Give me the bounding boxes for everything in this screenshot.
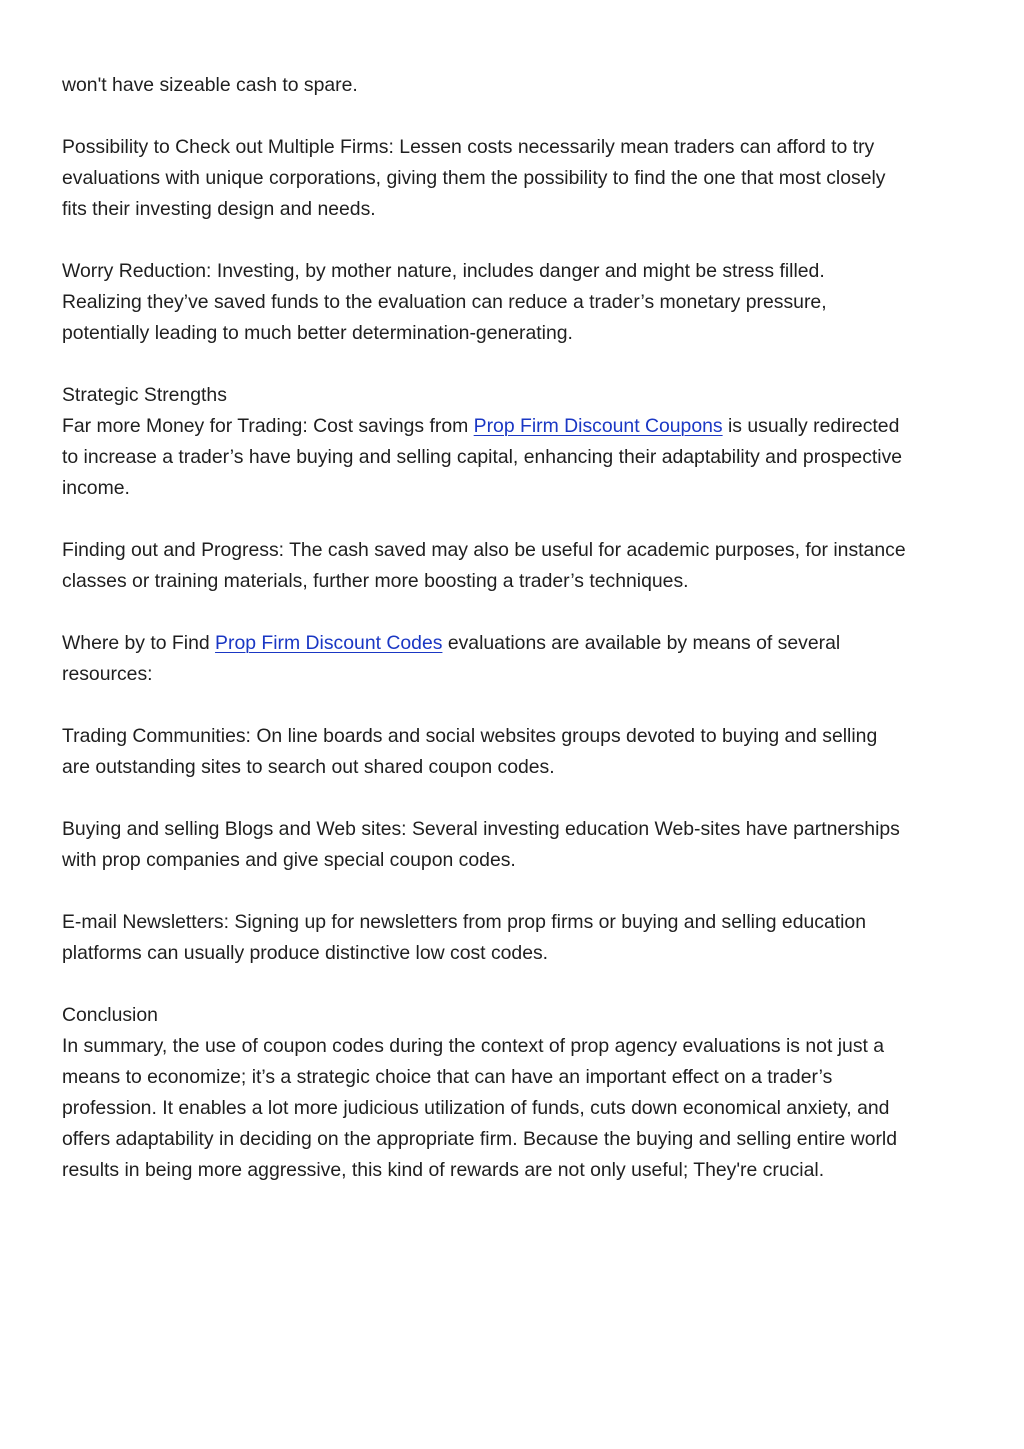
text-line: classes or training materials, further more boosting a trader’s techniques. (62, 570, 689, 592)
prop-firm-discount-coupons-link[interactable]: Prop Firm Discount Coupons (473, 415, 723, 437)
paragraph-where-to-find (62, 628, 967, 690)
text-line: Realizing they’ve saved funds to the evaluation can reduce a trader’s monetary pressure, (62, 291, 827, 313)
text-line: Possibility to Check out Multiple Firms: Lessen costs necessarily mean traders can afford to try (62, 136, 875, 158)
paragraph-worry-reduction (62, 256, 967, 349)
paragraph-cash-to-spare (62, 70, 967, 101)
text-line: profession. It enables a lot more judicious utilization of funds, cuts down economical anxiety, and (62, 1097, 890, 1119)
text-line: evaluations with unique corporations, giving them the possibility to find the one that most closely (62, 167, 886, 189)
text-line: won't have sizeable cash to spare. (62, 74, 358, 96)
text-line (62, 628, 967, 659)
text-line: Trading Communities: On line boards and social websites groups devoted to buying and selling (62, 725, 878, 747)
text-fragment: Where by to Find (62, 632, 216, 654)
text-line: results in being more aggressive, this kind of rewards are not only useful; They're crucial. (62, 1159, 825, 1181)
prop-firm-discount-codes-link[interactable]: Prop Firm Discount Codes (215, 632, 443, 654)
text-line: In summary, the use of coupon codes during the context of prop agency evaluations is not just a (62, 1035, 885, 1057)
text-line: with prop companies and give special coupon codes. (62, 849, 516, 871)
section-heading-conclusion: Conclusion (62, 1004, 158, 1026)
text-line: Finding out and Progress: The cash saved may also be useful for academic purposes, for instance (62, 539, 906, 561)
document-page (62, 70, 967, 1217)
text-line: means to economize; it’s a strategic choice that can have an important effect on a trader’s (62, 1066, 833, 1088)
text-line: resources: (62, 663, 153, 685)
text-line: Buying and selling Blogs and Web sites: Several investing education Web-sites have partnerships (62, 818, 900, 840)
paragraph-blogs-websites (62, 814, 967, 876)
paragraph-multiple-firms (62, 132, 967, 225)
text-line: income. (62, 477, 130, 499)
paragraph-trading-communities (62, 721, 967, 783)
text-line: to increase a trader’s have buying and selling capital, enhancing their adaptability and prospective (62, 446, 903, 468)
text-fragment: is usually redirected (722, 415, 900, 437)
text-line: E-mail Newsletters: Signing up for newsletters from prop firms or buying and selling education (62, 911, 867, 933)
text-line: Worry Reduction: Investing, by mother nature, includes danger and might be stress filled. (62, 260, 825, 282)
text-line: potentially leading to much better determination-generating. (62, 322, 573, 344)
text-fragment: evaluations are available by means of several (442, 632, 841, 654)
text-line: platforms can usually produce distinctive low cost codes. (62, 942, 549, 964)
text-line (62, 411, 967, 442)
paragraph-strategic-strengths (62, 380, 967, 504)
paragraph-conclusion (62, 1000, 967, 1186)
paragraph-finding-out-progress (62, 535, 967, 597)
text-line: fits their investing design and needs. (62, 198, 376, 220)
paragraph-email-newsletters (62, 907, 967, 969)
section-heading-strategic-strengths: Strategic Strengths (62, 384, 227, 406)
text-fragment: Far more Money for Trading: Cost savings from (62, 415, 474, 437)
text-line: offers adaptability in deciding on the appropriate firm. Because the buying and selling entire world (62, 1128, 898, 1150)
text-line: are outstanding sites to search out shared coupon codes. (62, 756, 555, 778)
